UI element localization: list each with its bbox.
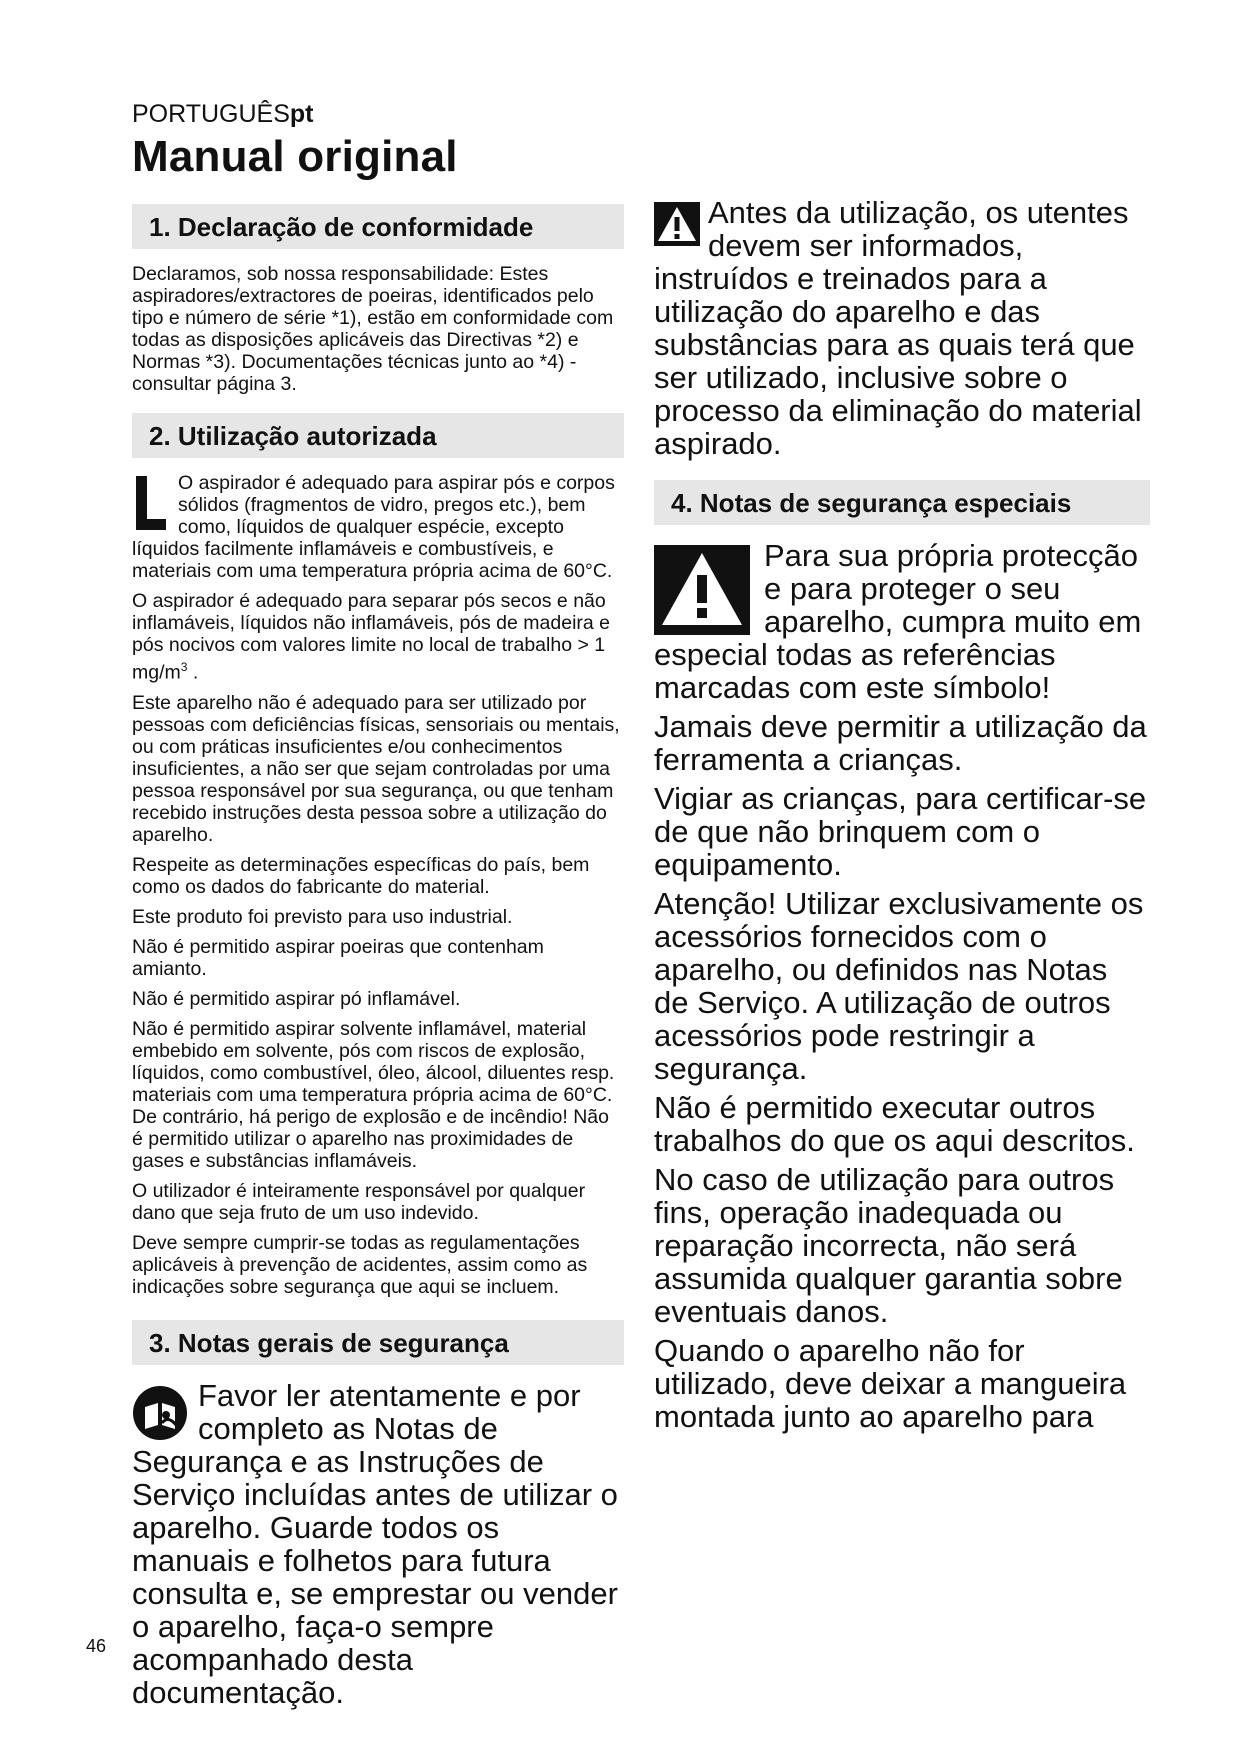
- section-4-paragraph-1-text: Para sua própria protecção e para proteger o seu aparelho, cumpra muito em especial todas as referências marcadas com este símbolo!: [654, 538, 1142, 705]
- section-2-paragraph-4: Respeite as determinações específicas do país, bem como os dados do fabricante do material.: [132, 853, 590, 898]
- section-2-paragraph-3: Este aparelho não é adequado para ser utilizado por pessoas com deficiências físicas, sensoriais ou mentais, ou com práticas insuficientes e/ou conhecimentos insuficientes, a não ser que sejam controladas por uma pessoa responsável por sua segurança, ou que tenham recebido instruções desta pessoa sobre a utilização do aparelho.: [132, 691, 620, 846]
- unit-superscript: 3: [180, 660, 188, 674]
- section-4-paragraph-3: Vigiar as crianças, para certificar-se de que não brinquem com o equipamento.: [654, 781, 1147, 882]
- section-2-paragraph-10: Deve sempre cumprir-se todas as regulamentações aplicáveis à prevenção de acidentes, assim como as indicações sobre segurança que aqui se incluem.: [132, 1231, 588, 1298]
- language-label: [132, 100, 314, 129]
- left-column: [132, 204, 624, 1715]
- section-1-heading: 1. Declaração de conformidade: [132, 204, 624, 249]
- right-column: [654, 196, 1150, 1439]
- section-3-paragraph-2: [654, 196, 1150, 460]
- section-2-paragraph-5: Este produto foi previsto para uso industrial.: [132, 905, 513, 928]
- section-1-paragraph: Declaramos, sob nossa responsabilidade: Estes aspiradores/extractores de poeiras, identificados pelo tipo e número de série *1), estão em conformidade com todas as disposições aplicáveis das Directivas *2) e Normas *3). Documentações técnicas junto ao *4) - consultar página 3.: [132, 263, 614, 395]
- language-code: pt: [289, 100, 314, 128]
- section-3-paragraph-2-text: Antes da utilização, os utentes devem ser informados, instruídos e treinados para a utilização do aparelho e das substâncias para as quais terá que ser utilizado, inclusive sobre o processo da eliminação do material aspirado.: [654, 195, 1142, 461]
- section-2-paragraph-2: [132, 590, 624, 684]
- section-2-paragraph-8: Não é permitido aspirar solvente inflamável, material embebido em solvente, pós com riscos de explosão, líquidos, como combustível, óleo, álcool, diluentes resp. materiais com uma temperatura própria acima de 60°C. De contrário, há perigo de explosão e de incêndio! Não é permitido utilizar o aparelho nas proximidades de gases e substâncias inflamáveis.: [132, 1017, 615, 1172]
- warning-icon: [654, 202, 700, 246]
- read-manual-icon: [132, 1385, 188, 1441]
- section-4-heading: 4. Notas de segurança especiais: [654, 480, 1150, 525]
- section-4-paragraph-2: Jamais deve permitir a utilização da ferramenta a crianças.: [654, 709, 1147, 777]
- section-2-paragraph-1: [132, 472, 624, 582]
- page-number: 46: [86, 1636, 107, 1656]
- section-4-paragraph-1: [654, 539, 1150, 704]
- section-2-paragraph-6: Não é permitido aspirar poeiras que contenham amianto.: [132, 935, 544, 980]
- section-3-paragraph-1-text: Favor ler atentamente e por completo as Notas de Segurança e as Instruções de Serviço incluídas antes de utilizar o aparelho. Guarde todos os manuais e folhetos para futura consulta e, se emprestar ou vender o aparelho, faça-o sempre acompanhado desta documentação.: [132, 1377, 618, 1710]
- section-2-paragraph-2-end: .: [187, 661, 199, 684]
- section-3-paragraph-1: [132, 1379, 624, 1709]
- section-2-paragraph-2-text: O aspirador é adequado para separar pós secos e não inflamáveis, líquidos não inflamáveis, pós de madeira e pós nocivos com valores limite no local de trabalho > 1 mg/m: [132, 590, 611, 684]
- section-2-heading: 2. Utilização autorizada: [132, 413, 624, 458]
- section-4-paragraph-5: Não é permitido executar outros trabalhos do que os aqui descritos.: [654, 1090, 1135, 1158]
- lift-symbol-icon: [132, 476, 170, 532]
- warning-icon-large: [654, 545, 750, 635]
- section-4-paragraph-4: Atenção! Utilizar exclusivamente os acessórios fornecidos com o aparelho, ou definidos nas Notas de Serviço. A utilização de outros acessórios pode restringir a segurança.: [654, 886, 1144, 1086]
- section-2-paragraph-7: Não é permitido aspirar pó inflamável.: [132, 987, 461, 1010]
- section-4-paragraph-6: No caso de utilização para outros fins, operação inadequada ou reparação incorrecta, não será assumida qualquer garantia sobre eventuais danos.: [654, 1162, 1123, 1329]
- section-4-paragraph-7: Quando o aparelho não for utilizado, deve deixar a mangueira montada junto ao aparelho para: [654, 1333, 1127, 1434]
- section-2-paragraph-1-text: O aspirador é adequado para aspirar pós e corpos sólidos (fragmentos de vidro, pregos etc.), bem como, líquidos de qualquer espécie, excepto líquidos facilmente inflamáveis e combustíveis, e materiais com uma temperatura própria acima de 60°C.: [132, 472, 615, 582]
- language-name: PORTUGUÊS: [132, 100, 290, 128]
- section-3-heading: 3. Notas gerais de segurança: [132, 1320, 624, 1365]
- section-2-paragraph-9: O utilizador é inteiramente responsável por qualquer dano que seja fruto de um uso indevido.: [132, 1179, 586, 1224]
- page-title: Manual original: [132, 132, 458, 181]
